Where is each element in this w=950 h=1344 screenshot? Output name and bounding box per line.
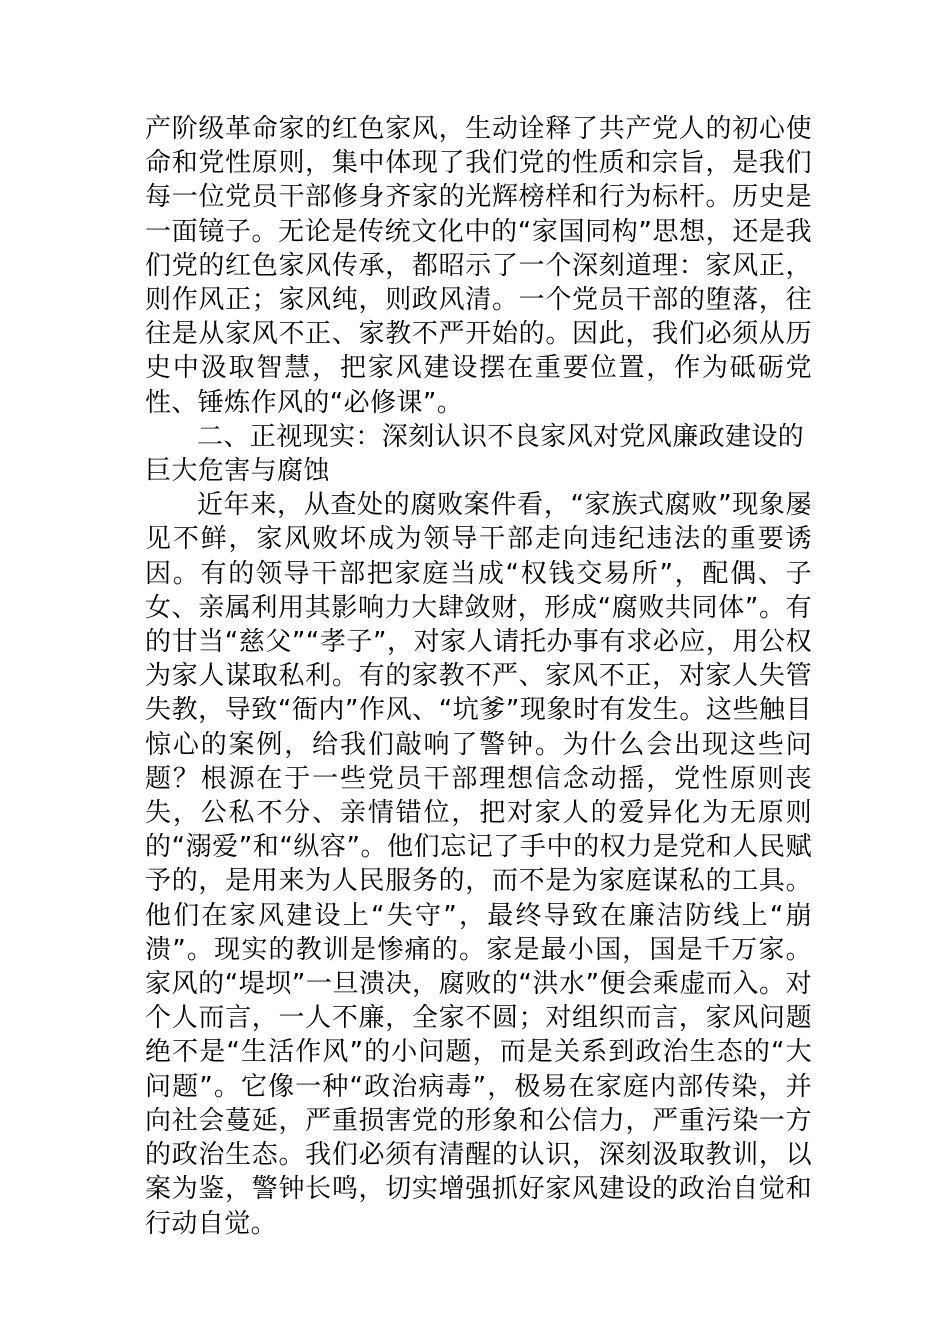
section-heading-2: 二、正视现实：深刻认识不良家风对党风廉政建设的巨大危害与腐蚀 — [145, 421, 805, 487]
document-body — [145, 112, 812, 1241]
body-paragraph-2: 近年来，从查处的腐败案件看，“家族式腐败”现象屡见不鲜，家风败坏成为领导干部走向违纪违法的重要诱因。有的领导干部把家庭当成“权钱交易所”，配偶、子女、亲属利用其影响力大肆敛财，形成“腐败共同体”。有的甘当“慈父”“孝子”，对家人请托办事有求必应，用公权为家人谋取私利。有的家教不严、家风不正，对家人失管失教，导致“衙内”作风、“坑爹”现象时有发生。这些触目惊心的案例，给我们敲响了警钟。为什么会出现这些问题？根源在于一些党员干部理想信念动摇，党性原则丧失，公私不分、亲情错位，把对家人的爱异化为无原则的“溺爱”和“纵容”。他们忘记了手中的权力是党和人民赋予的，是用来为人民服务的，而不是为家庭谋私的工具。他们在家风建设上“失守”，最终导致在廉洁防线上“崩溃”。现实的教训是惨痛的。家是最小国，国是千万家。家风的“堤坝”一旦溃决，腐败的“洪水”便会乘虚而入。对个人而言，一人不廉，全家不圆；对组织而言，家风问题绝不是“生活作风”的小问题，而是关系到政治生态的“大问题”。它像一种“政治病毒”，极易在家庭内部传染，并向社会蔓延，严重损害党的形象和公信力，严重污染一方的政治生态。我们必须有清醒的认识，深刻汲取教训，以案为鉴，警钟长鸣，切实增强抓好家风建设的政治自觉和行动自觉。 — [145, 490, 812, 1239]
body-paragraph-1: 产阶级革命家的红色家风，生动诠释了共产党人的初心使命和党性原则，集中体现了我们党的性质和宗旨，是我们每一位党员干部修身齐家的光辉榜样和行为标杆。历史是一面镜子。无论是传统文化中的“家国同构”思想，还是我们党的红色家风传承，都昭示了一个深刻道理：家风正，则作风正；家风纯，则政风清。一个党员干部的堕落，往往是从家风不正、家教不严开始的。因此，我们必须从历史中汲取智慧，把家风建设摆在重要位置，作为砥砺党性、锤炼作风的“必修课”。 — [145, 114, 812, 418]
